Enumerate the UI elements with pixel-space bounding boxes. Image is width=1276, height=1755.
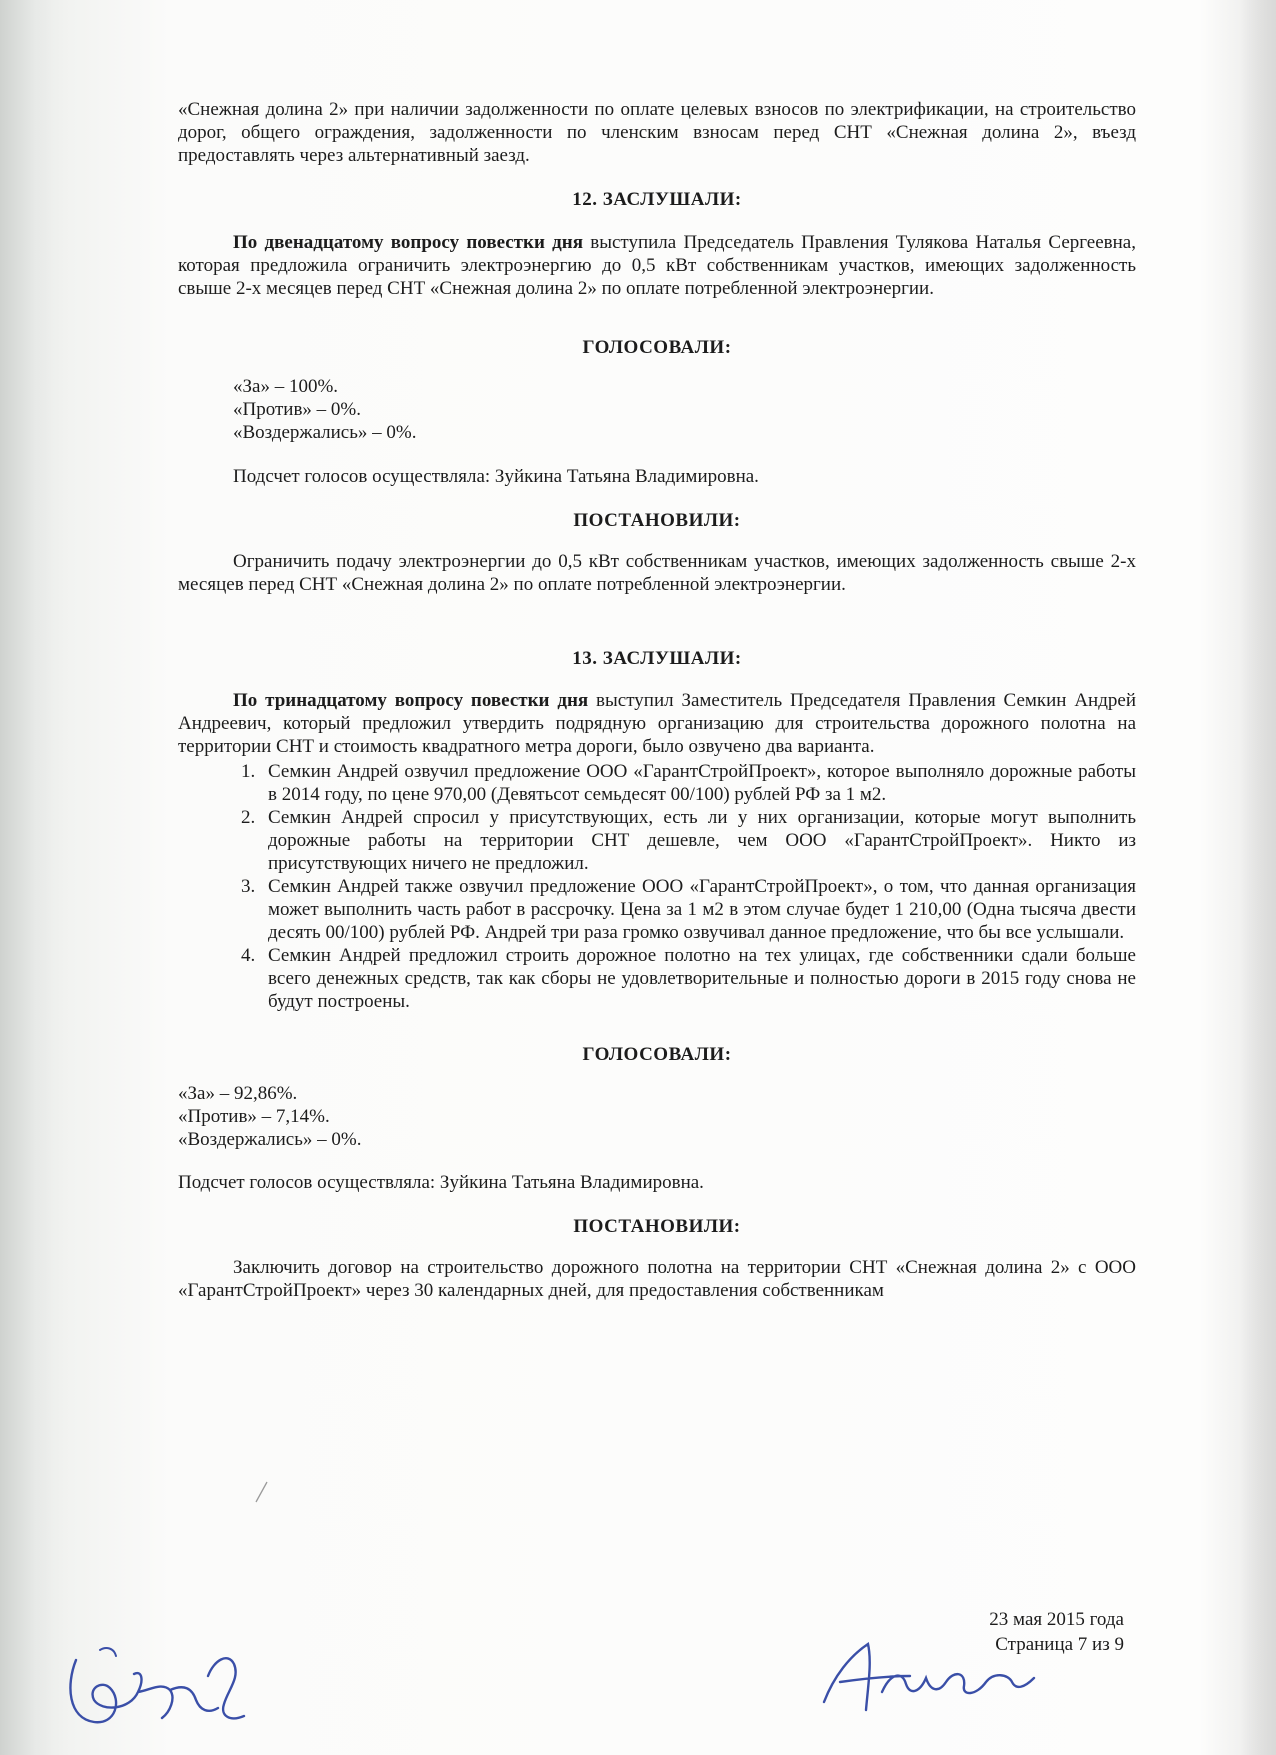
list-item: 2. Семкин Андрей спросил у присутствующих, есть ли у них организации, которые могут выполнить дорожные работы на территории СНТ дешевле, чем ООО «ГарантСтройПроект». Никто из присутствующих ничего не предложил. xyxy=(260,806,1136,875)
list-item: 1. Семкин Андрей озвучил предложение ООО «ГарантСтройПроект», которое выполняло дорожные работы в 2014 году, по цене 970,00 (Девятьсот семьдесят 00/100) рублей РФ за 1 м2. xyxy=(260,760,1136,806)
section-12-lead: По двенадцатому вопросу повестки дня xyxy=(233,232,583,253)
vote-for: «За» – 92,86%. xyxy=(178,1083,298,1104)
section-13-heading: 13. ЗАСЛУШАЛИ: xyxy=(572,648,742,669)
list-item: 4. Семкин Андрей предложил строить дорожное полотно на тех улицах, где собственники сдали больше всего денежных средств, так как сборы не удовлетворительные и полностью дороги в 2015 году снова не будут построены. xyxy=(260,944,1136,1013)
document-body xyxy=(178,98,1136,1302)
section-13-decided-heading: ПОСТАНОВИЛИ: xyxy=(573,1216,741,1237)
signature-right xyxy=(810,1630,1050,1725)
section-12-text: выступила Председатель Правления Тулякова Наталья Сергеевна, которая предложила ограничить электроэнергию до 0,5 кВт собственникам участков, имеющих задолженность свыше 2-х месяцев перед СНТ «Снежная долина 2» по оплате потребленной электроэнергии. xyxy=(178,232,1136,299)
section-13-options-list xyxy=(178,760,1136,1013)
vote-abstained: «Воздержались» – 0%. xyxy=(233,422,417,443)
section-13-text: выступил Заместитель Председателя Правления Семкин Андрей Андреевич, который предложил утвердить подрядную организацию для строительства дорожного полотна на территории СНТ и стоимость квадратного метра дороги, было озвучено два варианта. xyxy=(178,690,1136,757)
pencil-mark xyxy=(252,1478,272,1504)
binding-shadow xyxy=(0,0,52,1755)
vote-for: «За» – 100%. xyxy=(233,376,339,397)
section-13-counter: Подсчет голосов осуществляла: Зуйкина Татьяна Владимировна. xyxy=(178,1172,704,1193)
vote-against: «Против» – 7,14%. xyxy=(178,1106,330,1127)
vote-abstained: «Воздержались» – 0%. xyxy=(178,1129,362,1150)
section-12-heading: 12. ЗАСЛУШАЛИ: xyxy=(572,189,742,210)
section-12-decided-heading: ПОСТАНОВИЛИ: xyxy=(573,510,741,531)
section-13-voted-heading: ГОЛОСОВАЛИ: xyxy=(582,1044,732,1065)
page-number: Страница 7 из 9 xyxy=(995,1634,1124,1655)
vote-against: «Против» – 0%. xyxy=(233,399,361,420)
section-12-voted-heading: ГОЛОСОВАЛИ: xyxy=(582,337,732,358)
section-13-lead: По тринадцатому вопросу повестки дня xyxy=(233,690,589,711)
section-12-votes xyxy=(178,375,1136,444)
footer-date: 23 мая 2015 года xyxy=(989,1609,1124,1630)
section-12-paragraph xyxy=(178,231,1136,300)
section-13-paragraph xyxy=(178,689,1136,758)
section-13-votes xyxy=(178,1082,1136,1151)
section-12-counter: Подсчет голосов осуществляла: Зуйкина Татьяна Владимировна. xyxy=(233,466,759,487)
section-13-decision: Заключить договор на строительство дорожного полотна на территории СНТ «Снежная долина 2» с ООО «ГарантСтройПроект» через 30 календарных дней, для предоставления собственникам xyxy=(178,1257,1136,1301)
section-12-decision: Ограничить подачу электроэнергии до 0,5 кВт собственникам участков, имеющих задолженность свыше 2-х месяцев перед СНТ «Снежная долина 2» по оплате потребленной электроэнергии. xyxy=(178,551,1136,595)
intro-paragraph: «Снежная долина 2» при наличии задолженности по оплате целевых взносов по электрификации, на строительство дорог, общего ограждения, задолженности по членским взносам перед СНТ «Снежная долина 2», въезд предоставлять через альтернативный заезд. xyxy=(178,99,1136,166)
list-item: 3. Семкин Андрей также озвучил предложение ООО «ГарантСтройПроект», о том, что данная организация может выполнить часть работ в рассрочку. Цена за 1 м2 в этом случае будет 1 210,00 (Одна тысяча двести десять 00/100) рублей РФ. Андрей три раза громко озвучивал данное предложение, что бы все услышали. xyxy=(260,875,1136,944)
page-edge-shadow xyxy=(1240,0,1276,1755)
signature-left xyxy=(58,1630,268,1740)
